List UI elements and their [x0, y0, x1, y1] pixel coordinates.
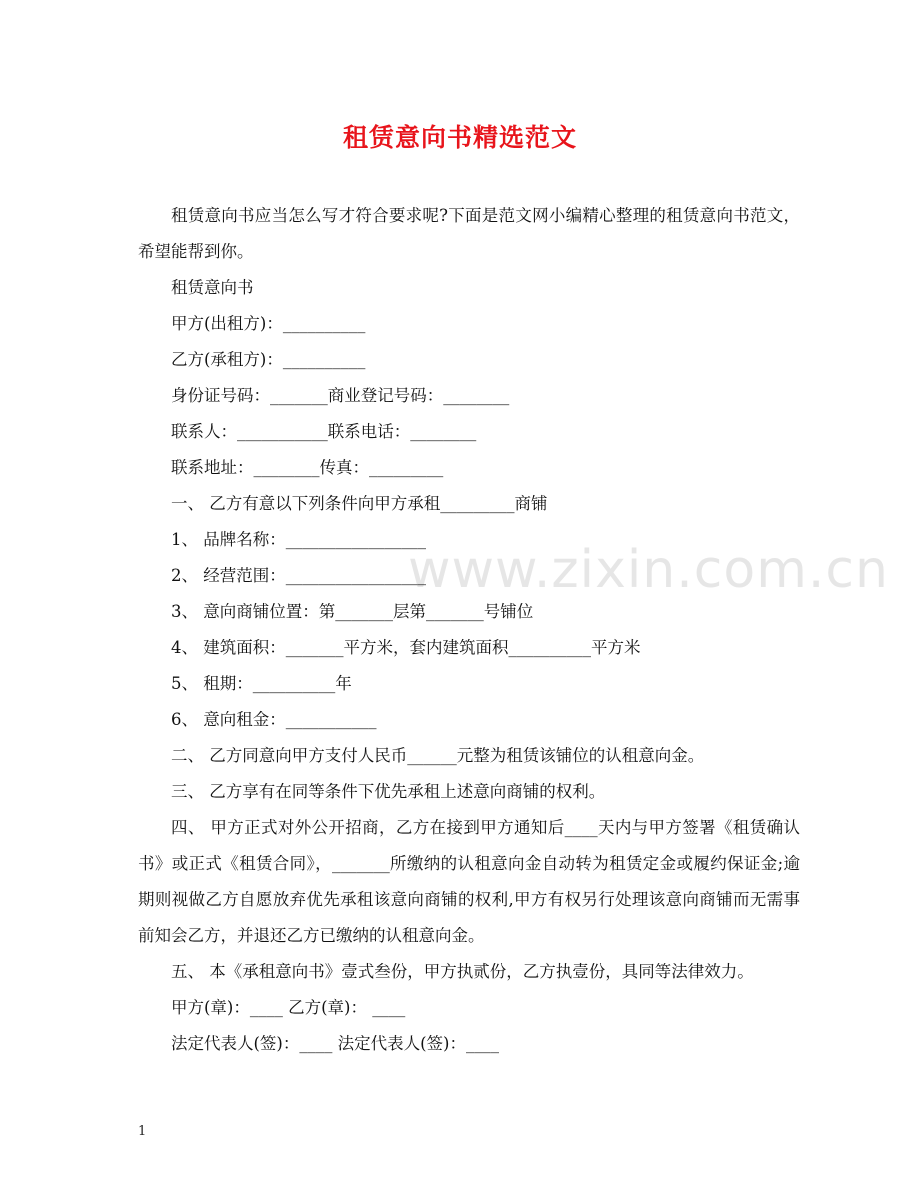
clause-two: 二、 乙方同意向甲方支付人民币______元整为租赁该铺位的认租意向金。 — [171, 746, 705, 765]
clause-three: 三、 乙方享有在同等条件下优先承租上述意向商铺的权利。 — [171, 782, 606, 801]
item-rent: 6、 意向租金：___________ — [171, 710, 377, 729]
document-body — [138, 198, 800, 1062]
doc-subtitle: 租赁意向书 — [171, 278, 254, 297]
item-area: 4、 建筑面积：_______平方米，套内建筑面积__________平方米 — [171, 638, 641, 657]
clause-four: 四、 甲方正式对外公开招商，乙方在接到甲方通知后____天内与甲方签署《租赁确认书》或正式《租赁合同》，_______所缴纳的认租意向金自动转为租赁定金或履约保证金;逾期则视做乙方自愿放弃优先承租该意向商铺的权利,甲方有权另行处理该意向商铺而无需事前知会乙方，并退还乙方已缴纳的认租意向金。 — [138, 818, 800, 945]
watermark: www.zixin.com.cn — [408, 540, 889, 600]
item-brand: 1、 品牌名称：_________________ — [171, 530, 426, 549]
address-line: 联系地址：________传真：_________ — [171, 458, 444, 477]
item-location: 3、 意向商铺位置：第_______层第_______号铺位 — [171, 602, 534, 621]
party-a-line: 甲方(出租方)：__________ — [171, 314, 366, 333]
item-scope: 2、 经营范围：_________________ — [171, 566, 426, 585]
signature-line: 法定代表人(签)：____ 法定代表人(签)：____ — [171, 1034, 499, 1053]
clause-five: 五、 本《承租意向书》壹式叁份，甲方执贰份，乙方执壹份，具同等法律效力。 — [171, 962, 754, 981]
page-number: 1 — [138, 1124, 147, 1139]
seal-line: 甲方(章)：____ 乙方(章)： ____ — [171, 998, 406, 1017]
id-number-line: 身份证号码：_______商业登记号码：________ — [171, 386, 510, 405]
document-title: 租赁意向书精选范文 — [342, 123, 577, 152]
intro-paragraph: 租赁意向书应当怎么写才符合要求呢?下面是范文网小编精心整理的租赁意向书范文，希望能帮到你。 — [138, 206, 800, 261]
item-term: 5、 租期：__________年 — [171, 674, 352, 693]
contact-line: 联系人：___________联系电话：________ — [171, 422, 477, 441]
party-b-line: 乙方(承租方)：__________ — [171, 350, 366, 369]
clause-one: 一、 乙方有意以下列条件向甲方承租_________商铺 — [171, 494, 548, 513]
